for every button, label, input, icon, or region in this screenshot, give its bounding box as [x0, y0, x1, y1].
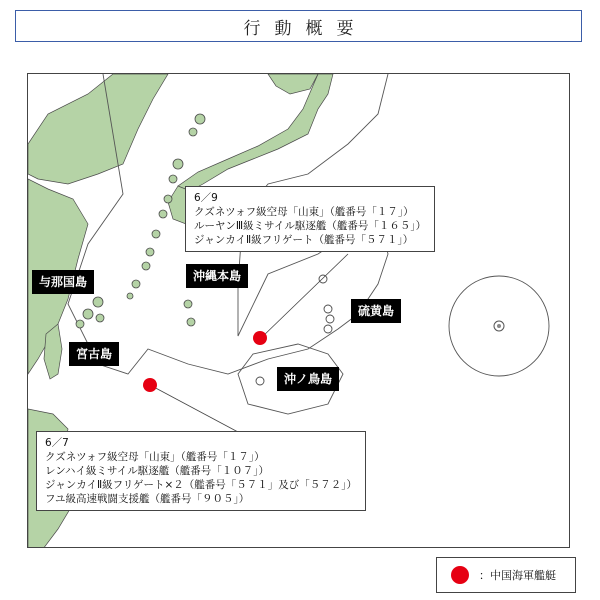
info-june7-line: フユ級高速戦闘支援艦（艦番号「９０５」）	[45, 493, 250, 505]
page-title: 行動概要	[243, 18, 368, 39]
mainland-korea	[28, 74, 168, 184]
info-box-june7	[36, 431, 366, 511]
legend	[436, 557, 576, 593]
legend-label: ：中国海軍艦艇	[479, 569, 556, 582]
info-june7-line: レンハイ級ミサイル駆逐艦（艦番号「１０７」）	[45, 465, 270, 477]
map-frame	[27, 73, 570, 548]
info-box-june9	[185, 186, 435, 252]
title-box	[15, 10, 582, 42]
info-june7-line: 6／7	[45, 437, 69, 449]
japan-honshu	[178, 74, 333, 192]
info-june9-line: ジャンカイⅡ級フリゲート（艦番号「５７１」）	[194, 234, 414, 246]
legend-ship-dot-icon	[451, 566, 469, 584]
info-june7-line: ジャンカイⅡ級フリゲート×２（艦番号「５７１」及び「５７２」）	[45, 479, 358, 491]
label-miyako: 宮古島	[69, 342, 119, 366]
ship-marker-june7	[143, 378, 157, 392]
label-okinotori: 沖ノ鳥島	[277, 367, 339, 391]
info-june9-line: ルーヤンⅢ級ミサイル駆逐艦（艦番号「１６５」）	[194, 220, 427, 232]
ship-marker-june9	[253, 331, 267, 345]
leader-june7	[150, 385, 238, 432]
label-yonaguni: 与那国島	[32, 270, 94, 294]
okinotori-island	[256, 377, 264, 385]
iwoto-islands	[319, 275, 334, 333]
info-june9-line: クズネツォフ級空母「山東」（艦番号「１７」）	[194, 206, 414, 218]
info-june7-line: クズネツォフ級空母「山東」（艦番号「１７」）	[45, 451, 265, 463]
label-iwoto: 硫黄島	[351, 299, 401, 323]
leader-june9	[260, 254, 348, 339]
info-june9-line: 6／9	[194, 192, 218, 204]
label-okinawa: 沖縄本島	[186, 264, 248, 288]
